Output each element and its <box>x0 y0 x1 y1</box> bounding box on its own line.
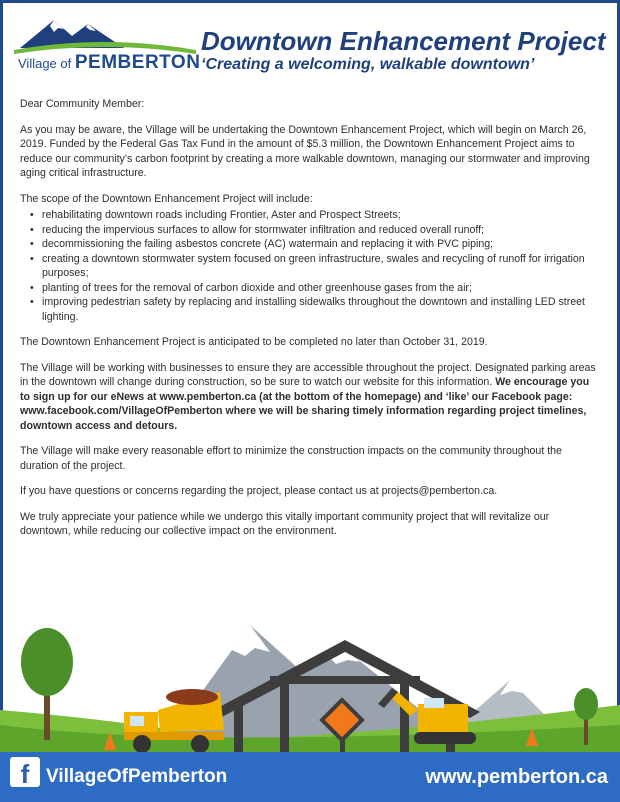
logo-name: PEMBERTON <box>74 52 201 73</box>
logo-wordmark <box>18 52 200 74</box>
salutation: Dear Community Member: <box>20 98 145 110</box>
completion-paragraph: The Downtown Enhancement Project is anticipated to be completed no later than October 31, 2019. <box>20 336 488 348</box>
page-subtitle: ‘Creating a welcoming, walkable downtown’ <box>201 56 535 73</box>
access-text: The Village will be working with businesses to ensure they are accessible throughout the project. Designated parking areas in the downtown will change during construction, so be sure to watch our website for this information. <box>20 361 596 388</box>
facebook-icon[interactable]: f <box>10 757 40 787</box>
access-paragraph <box>20 361 602 434</box>
list-item: • planting of trees for the removal of carbon dioxide and other greenhouse gases from the air; <box>20 281 602 296</box>
website-link[interactable]: www.pemberton.ca <box>425 766 608 788</box>
closing-paragraph: We truly appreciate your patience while we undergo this vitally important community project that will revitalize our downtown, while reducing our collective impact on the environment. <box>20 510 550 537</box>
logo-prefix: Village of <box>18 56 72 71</box>
impacts-paragraph: The Village will make every reasonable effort to minimize the construction impacts on the community throughout the duration of the project. <box>20 445 562 472</box>
facebook-handle-link[interactable]: VillageOfPemberton <box>46 766 228 787</box>
village-logo <box>14 14 199 76</box>
access-bold-text: We encourage you to sign up for our eNews at www.pemberton.ca (at the bottom of the homepage) and ‘like’ our Facebook page: www.facebook.com/VillageOfPemberton where we will be sharing timely information regarding project timelines, downtown access and detours. <box>20 376 590 432</box>
tree-icon <box>574 688 598 720</box>
questions-paragraph: If you have questions or concerns regarding the project, please contact us at projects@pemberton.ca. <box>20 485 498 497</box>
list-item: • rehabilitating downtown roads including Frontier, Aster and Prospect Streets; <box>20 208 602 223</box>
list-item: • improving pedestrian safety by replacing and installing sidewalks throughout the downtown and installing LED street lighting. <box>20 295 602 324</box>
list-item: • decommissioning the failing asbestos concrete (AC) watermain and replacing it with PVC piping; <box>20 237 602 252</box>
page-title: Downtown Enhancement Project <box>201 26 606 56</box>
list-item: • reducing the impervious surfaces to allow for stormwater infiltration and reduced overall runoff; <box>20 223 602 238</box>
scope-heading: The scope of the Downtown Enhancement Project will include: <box>20 192 313 205</box>
scope-list <box>20 208 602 324</box>
intro-paragraph: As you may be aware, the Village will be undertaking the Downtown Enhancement Project, which will begin on March 26, 2019. Funded by the Federal Gas Tax Fund in the amount of $5.3 million, the Downtown Enhancement Project aims to reduce our community’s carbon footprint by creating a more walkable downtown, managing our stormwater and improving aging critical infrastructure. <box>20 123 590 179</box>
tree-icon <box>21 628 73 696</box>
list-item: • creating a downtown stormwater system focused on green infrastructure, swales and recycling of runoff for irrigation purposes; <box>20 252 602 281</box>
letter-body <box>20 97 602 550</box>
